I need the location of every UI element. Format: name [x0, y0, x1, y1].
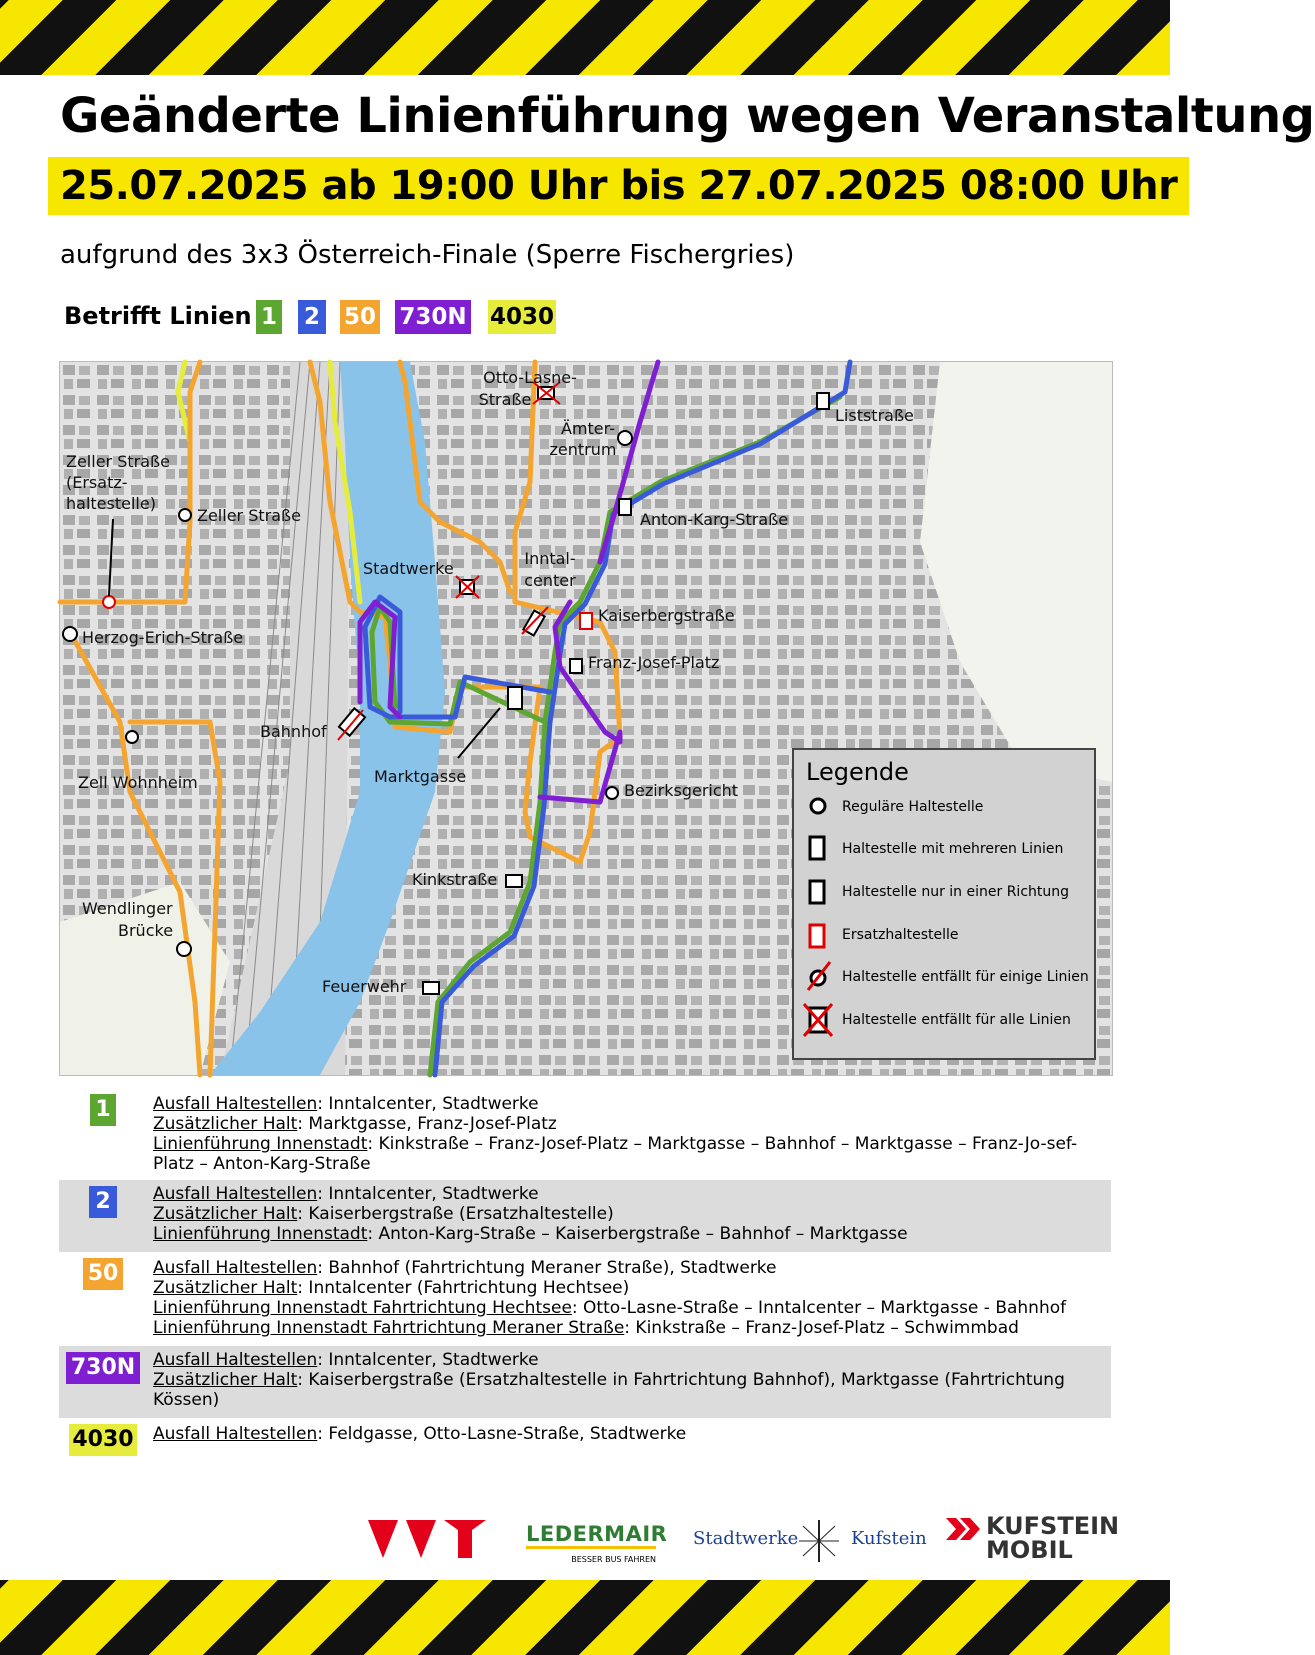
detail-value: : Inntalcenter (Fahrtrichtung Hechtsee): [297, 1278, 630, 1298]
detail-label: Zusätzlicher Halt: [153, 1370, 298, 1390]
stop-feuerwehr-icon: [423, 982, 439, 994]
date-range: 25.07.2025 ab 19:00 Uhr bis 27.07.2025 08:00 Uhr: [48, 157, 1189, 215]
detail-text-50: [153, 1258, 1103, 1338]
detail-label: Linienführung Innenstadt Fahrtrichtung Hechtsee: [153, 1298, 572, 1318]
legend-item-one-direction: Haltestelle nur in einer Richtung: [842, 884, 1070, 900]
detail-value: : Otto-Lasne-Straße – Inntalcenter – Marktgasse - Bahnhof: [571, 1298, 1067, 1318]
detail-value: : Kaiserbergstraße (Ersatzhaltestelle): [297, 1204, 614, 1224]
hazard-stripes-top: [0, 0, 1170, 75]
stop-zeller-ersatz-icon: [103, 596, 115, 608]
detail-badge-2: 2: [89, 1186, 117, 1218]
legend-multi-line-stop-icon: [810, 837, 824, 859]
legend-one-direction-stop-icon: [810, 881, 824, 903]
detail-text-4030: [153, 1424, 1103, 1444]
legend-item-cancelled-all: Haltestelle entfällt für alle Linien: [842, 1012, 1071, 1028]
label-aemter: Ämter-: [561, 419, 615, 438]
label-aemter-2: zentrum: [549, 440, 617, 459]
label-stadtwerke: Stadtwerke: [363, 559, 454, 578]
detail-text-2: [153, 1184, 1103, 1244]
stop-zell-wohnheim-icon: [126, 731, 138, 743]
label-bahnhof: Bahnhof: [260, 722, 327, 741]
legend-item-replacement: Ersatzhaltestelle: [842, 927, 959, 943]
detail-badge-4030: 4030: [69, 1424, 137, 1456]
detail-value: : Feldgasse, Otto-Lasne-Straße, Stadtwerke: [317, 1424, 687, 1444]
label-franz-josef: Franz-Josef-Platz: [588, 653, 720, 672]
ledermair-wordmark: LEDERMAIR: [526, 1522, 656, 1549]
label-feuerwehr: Feuerwehr: [322, 977, 407, 996]
legend-title: Legende: [806, 758, 909, 786]
stop-bezirksgericht-icon: [606, 787, 618, 799]
detail-label: Zusätzlicher Halt: [153, 1204, 298, 1224]
legend-item-cancelled-some: Haltestelle entfällt für einige Linien: [842, 969, 1089, 985]
stop-liststrasse-icon: [817, 393, 829, 409]
legend-cancelled-all-icon: [804, 1004, 832, 1036]
label-zell-wohnheim: Zell Wohnheim: [78, 773, 198, 792]
detail-label: Ausfall Haltestellen: [153, 1094, 318, 1114]
label-bezirksgericht: Bezirksgericht: [624, 781, 739, 800]
detail-value: : Inntalcenter, Stadtwerke: [317, 1350, 539, 1370]
stop-herzog-erich-icon: [63, 627, 77, 641]
label-anton-karg: Anton-Karg-Straße: [640, 510, 789, 529]
detail-text-1: [153, 1094, 1103, 1174]
detail-label: Ausfall Haltestellen: [153, 1258, 318, 1278]
map-legend: [792, 748, 1096, 1060]
stop-zeller-strasse-icon: [179, 509, 191, 521]
vvt-logo-icon: [368, 1518, 486, 1560]
stop-wendlinger-icon: [177, 942, 191, 956]
detail-label: Linienführung Innenstadt Fahrtrichtung Meraner Straße: [153, 1318, 625, 1338]
detail-label: Zusätzlicher Halt: [153, 1114, 298, 1134]
detail-label: Ausfall Haltestellen: [153, 1424, 318, 1444]
legend-regular-stop-icon: [811, 799, 825, 813]
detail-label: Zusätzlicher Halt: [153, 1278, 298, 1298]
legend-replacement-stop-icon: [810, 925, 824, 947]
detail-label: Linienführung Innenstadt: [153, 1134, 368, 1154]
kufstein-mobil-line2: MOBIL: [986, 1536, 1073, 1564]
label-zeller-strasse: Zeller Straße: [197, 506, 301, 525]
detail-value: : Kaiserbergstraße (Ersatzhaltestelle in Fahrtrichtung Bahnhof), Marktgasse (Fahrtrichtung Kössen): [153, 1370, 1065, 1410]
detail-value: : Inntalcenter, Stadtwerke: [317, 1184, 539, 1204]
detail-value: : Inntalcenter, Stadtwerke: [317, 1094, 539, 1114]
line-badge-4030: 4030: [488, 300, 556, 334]
kufstein-mobil-line1: KUFSTEIN: [986, 1512, 1120, 1540]
detail-label: Linienführung Innenstadt: [153, 1224, 368, 1244]
detail-row-line-1: [59, 1090, 1111, 1178]
detail-row-line-2: [59, 1180, 1111, 1252]
affects-label: Betrifft Linien: [64, 302, 252, 330]
detail-badge-1: 1: [90, 1094, 116, 1126]
stadtwerke-kufstein-logo: [693, 1520, 927, 1560]
line-badge-730n: 730N: [395, 300, 471, 334]
line-badge-2: 2: [298, 300, 326, 334]
line-badge-50: 50: [340, 300, 380, 334]
detail-value: : Marktgasse, Franz-Josef-Platz: [297, 1114, 557, 1134]
kufstein-mobil-logo: [946, 1512, 1120, 1564]
detail-value: : Kinkstraße – Franz-Josef-Platz – Marktgasse – Bahnhof – Marktgasse – Franz-Jo-sef-Platz – Anton-Karg-Straße: [153, 1134, 1078, 1174]
stop-anton-karg-icon: [619, 499, 631, 515]
detail-badge-730n: 730N: [66, 1352, 140, 1384]
hazard-stripes-bottom: [0, 1580, 1170, 1655]
ledermair-logo: [526, 1522, 668, 1564]
kufstein-mobil-arrows-icon: [946, 1518, 982, 1540]
stadtwerke-wordmark: Stadtwerke: [693, 1528, 799, 1549]
label-otto-lasne-2: Straße: [478, 390, 532, 409]
label-otto-lasne: Otto-Lasne-: [483, 368, 577, 387]
label-zeller-ersatz-3: haltestelle): [66, 494, 156, 513]
vvt-logo: [368, 1518, 486, 1564]
label-kinkstrasse: Kinkstraße: [412, 870, 498, 889]
legend-item-regular: Reguläre Haltestelle: [842, 799, 984, 815]
detail-row-line-730n: [59, 1346, 1111, 1418]
label-inntal: Inntal-: [524, 549, 576, 568]
stop-marktgasse-icon: [508, 687, 522, 709]
stop-franz-josef-icon: [570, 659, 582, 673]
stop-aemterzentrum-icon: [618, 431, 632, 445]
label-wendlinger: Wendlinger: [82, 899, 173, 918]
label-marktgasse: Marktgasse: [374, 767, 467, 786]
legend-cancelled-some-icon: [808, 962, 830, 990]
ledermair-tagline: BESSER BUS FAHREN: [571, 1555, 656, 1564]
label-zeller-ersatz: Zeller Straße: [66, 452, 170, 471]
subtitle: aufgrund des 3x3 Österreich-Finale (Sperre Fischergries): [60, 240, 795, 270]
detail-badge-50: 50: [83, 1258, 123, 1290]
detail-value: : Anton-Karg-Straße – Kaiserbergstraße – Bahnhof – Marktgasse: [367, 1224, 908, 1244]
detail-value: : Bahnhof (Fahrtrichtung Meraner Straße), Stadtwerke: [317, 1258, 777, 1278]
label-herzog-erich: Herzog-Erich-Straße: [82, 628, 244, 647]
detail-value: : Kinkstraße – Franz-Josef-Platz – Schwimmbad: [624, 1318, 1019, 1338]
label-inntal-2: center: [524, 571, 576, 590]
label-wendlinger-2: Brücke: [118, 921, 174, 940]
legend-item-multi: Haltestelle mit mehreren Linien: [842, 841, 1064, 857]
legend-symbols: [804, 794, 834, 1054]
detail-row-line-4030: [59, 1420, 1111, 1460]
detail-label: Ausfall Haltestellen: [153, 1350, 318, 1370]
line-badge-1: 1: [256, 300, 282, 334]
stadtwerke-star-icon: [797, 1520, 841, 1562]
stop-kaiserberg-icon: [580, 613, 592, 629]
label-liststrasse: Liststraße: [835, 406, 914, 425]
page-title: Geänderte Linienführung wegen Veranstaltung: [60, 88, 1315, 144]
label-kaiserberg: Kaiserbergstraße: [598, 606, 735, 625]
label-zeller-ersatz-2: (Ersatz-: [66, 473, 128, 492]
detail-label: Ausfall Haltestellen: [153, 1184, 318, 1204]
kufstein-wordmark: Kufstein: [851, 1528, 927, 1549]
stop-kinkstrasse-icon: [506, 875, 522, 887]
detail-text-730n: [153, 1350, 1103, 1410]
detail-row-line-50: [59, 1254, 1111, 1342]
